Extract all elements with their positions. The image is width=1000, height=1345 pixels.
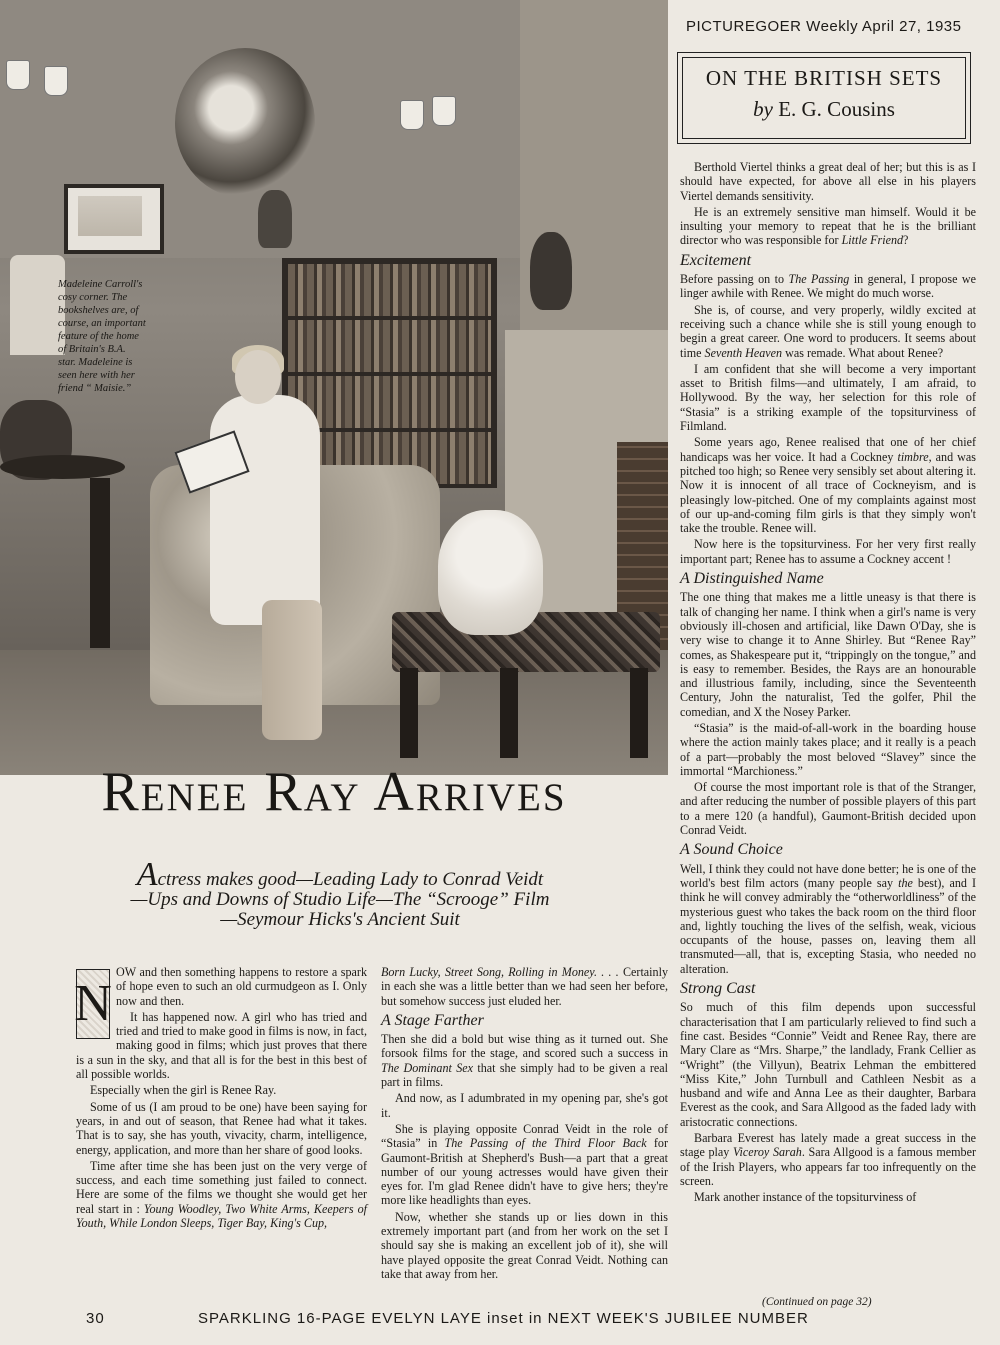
film-title: Seventh Heaven [704,345,783,360]
article-title: Renee Ray Arrives [101,761,567,823]
paragraph-text: Certainly in each she was a little better than we had seen her before, but somehow success just eluded her. [381,965,668,1008]
column-title: ON THE BRITISH SETS [705,66,943,90]
shelf-row [288,264,491,316]
paragraph-text: Then she did a bold but wise thing as it turned out. She forsook films for the stage, and scored such a success in [381,1032,668,1061]
article-subtitle [130,856,550,930]
shelf-row [288,376,491,428]
paragraph: “Stasia” is the maid-of-all-work in the boarding house where the action mainly takes place; and it really is a peach of a part—probably the most beloved “Slavey” since the immortal “Marchioness.” [680,720,976,778]
byline-author: E. G. Cousins [778,97,895,121]
subtitle-dropcap: A [136,856,158,893]
caption-line: star. Madeleine is [58,357,133,368]
film-title: Little Friend [841,233,904,248]
paragraph-text: OW and then something happens to restore a spark of hope even to such an old curmudgeon as I. Only now and then. [116,965,367,1008]
caption-line: cosy corner. The [58,292,128,303]
paragraph-text: in general, I propose we linger awhile with Renee. We might do much worse. [680,272,977,301]
woman-figure [210,395,320,625]
side-table [0,455,125,479]
paragraph [680,1131,976,1188]
framed-photograph [64,184,164,254]
paragraph: Now here is the topsiturviness. For her very first really important part; Renee has to assume a Cockney accent ! [680,537,976,566]
paragraph [680,862,976,976]
paragraph-text: was remade. What about Renee? [785,345,944,360]
film-titles: Born Lucky, Street Song, Rolling in Money. . . . [381,965,619,979]
paragraph: I am confident that she will become a very important asset to British films—and ultimately, I am afraid, to Hollywood. By the way, her selection for this role of “Stasia” is a striking example of the topsiturviness of Filmland. [680,361,976,434]
section-heading: A Sound Choice [680,841,783,859]
dropcap-n: N [76,969,110,1039]
section-heading: Strong Cast [680,980,756,998]
film-title: The Passing [788,272,850,287]
paragraph-text: Well, I think they could not have done better; he is one of the world's best film actors (many people say [680,861,976,890]
paragraph-text: that she simply had to be given a real part in films. [381,1060,668,1090]
woman-head [235,350,281,404]
section-heading: A Stage Farther [381,1011,484,1029]
vase [258,190,292,248]
paragraph [680,205,976,248]
photo-caption [58,278,183,395]
emphasis: the [898,875,913,890]
paragraph: Now, whether she stands up or lies down in this extremely important part (and from her work on the set I should say she is making an excellent job of it), she will have played opposite the great Conrad Veidt. Nothing can take that away from her. [381,1209,668,1281]
article-column-3 [680,160,976,1206]
caption-line: feature of the home [58,331,139,342]
emphasis: timbre [897,449,929,464]
bench-leg [400,668,418,758]
column-byline [683,97,965,122]
paragraph: Some of us (I am proud to be one) have been saying for years, in and out of season, that Renee had what it takes. That is to say, she has youth, vivacity, charm, intelligence, energy, application, and more than her share of good looks. [76,1099,367,1157]
paragraph: It has happened now. A girl who has tried and tried and tried to make good in films is now, in fact, making good in films; which just proves that there is a sun in the sky, and that all is for the best in this best of all possible worlds. [76,1009,367,1082]
urn [530,232,572,310]
paragraph: Berthold Viertel thinks a great deal of her; but this is as I should have expected, for above all else in his players Viertel demands sensitivity. [680,160,976,203]
caption-line: course, an important [58,318,146,329]
wall-sconce [44,66,68,96]
paragraph: And now, as I adumbrated in my opening par, she's got it. [381,1091,668,1120]
paragraph [680,272,976,301]
flower-arrangement [175,48,315,198]
paragraph-text: , and was pitched too high; so Renee very sensibly set about altering it. Now it is innocent of all trace of Cockneyism, and is pleasingly low-pitched. One of my complaints against most of our up-and-coming film girls is that they simply won't take the trouble. Renee will. [680,449,976,536]
bench-leg [500,668,518,758]
wall-sconce [432,96,456,126]
paragraph-text: for Gaumont-British at Shepherd's Bush—a part that a great number of our young actresses would have given their eyes for. I'm glad Renee didn't have to give hers; they're more like headlights than eyes. [381,1136,668,1208]
page-number: 30 [86,1310,105,1327]
paragraph-text: best), and I think he will convey admirably the “otherworldliness” of the mysterious guest who takes the back room on the third floor and, lightly touching the lives of the selfish, weak, vicious occupants of the house, passes on, leaving them all transmuted—all, that is, excepting Stasia, who needed no alteration. [680,875,976,976]
paragraph: Of course the most important role is that of the Stranger, and after reducing the number of possible players of this part to a mere 120 (a handful), Gaumont-British decided upon Conrad Veidt. [680,780,976,838]
article-column-1 [76,965,367,1232]
paragraph-text: Some years ago, Renee realised that one of her chief handicaps was her voice. It had a Cockney [680,435,976,464]
section-heading: Excitement [680,251,752,269]
bench-leg [630,668,648,758]
subtitle-text: ctress makes good—Leading Lady to Conrad Veidt—Ups and Downs of Studio Life—The “Scrooge” Film—Seymour Hicks's Ancient Suit [130,869,550,930]
caption-line: bookshelves are, of [58,305,139,316]
section-heading: A Distinguished Name [680,570,824,588]
running-head: PICTUREGOER Weekly April 27, 1935 [686,18,962,35]
play-title: The Dominant Sex [381,1060,473,1075]
film-titles: Young Woodley, Two White Arms, Keepers of Youth, While London Sleeps, Tiger Bay, King's Cup, [76,1201,367,1231]
paragraph [74,965,367,1032]
paragraph: So much of this film depends upon successful characterisation that I am particularly relieved to find such a fine cast. Besides “Connie” Veidt and Renee Ray, there are Mary Clare as “Mrs. Sharpe,” the landlady, Frank Cellier as “Wright” (the Villyun), Beatrix Lehman the embittered “Miss Kite,” John Turnbull and Cathleen Nesbit as a husband and wife and Anna Lee as their daughter, Barbara Everest as the cook, and Sara Allgood as the faded lady with aristocratic connections. [680,1000,976,1129]
shelf-row [288,320,491,372]
side-table-leg [90,478,110,648]
paragraph [680,435,976,535]
woman-legs [262,600,322,740]
paragraph [680,303,976,360]
paragraph: Especially when the girl is Renee Ray. [90,1083,277,1098]
article-column-2 [381,965,668,1283]
paragraph [381,965,668,1008]
lamp-shade [10,255,65,355]
film-title: The Passing of the Third Floor Back [444,1136,647,1151]
dog [438,510,543,635]
wall-sconce [400,100,424,130]
caption-line: Madeleine Carroll's [58,279,143,290]
paragraph-text: He is an extremely sensitive man himself. Would it be insulting your memory to repeat that he is the brilliant director who was responsible for [680,204,976,248]
paragraph-text: She is, of course, and very properly, wildly excited at receiving such a chance while she is still young enough to begin a great career. One word to producers. It seems about time [680,302,976,360]
paragraph: The one thing that makes me a little uneasy is that there is talk of changing her name. I think when a girl's name is very obviously ill-chosen and artificial, like Dawn O'Day, she is very wise to change it to Anne Shirley. But “Renee Ray” comes, as Shakespeare put it, “trippingly on the tongue,” and is easy to remember. Besides, the Rays are an honourable and illustrious family, including, since the Seventeenth Century, John the naturalist, Ted the golfer, Phil the comedian, and X the Nosey Parker. [680,590,976,719]
paragraph-text: Barbara Everest has lately made a great success in the stage play [680,1131,976,1160]
paragraph-text: Before passing on to [680,272,785,287]
paragraph-text: ? [903,233,909,248]
paragraph [381,1032,668,1089]
paragraph: Mark another instance of the topsiturviness of [694,1190,917,1205]
paragraph-text: She is playing opposite Conrad Veidt in the role of “Stasia” in [381,1121,668,1151]
promo-line: SPARKLING 16-PAGE EVELYN LAYE inset in NEXT WEEK'S JUBILEE NUMBER [198,1310,809,1327]
caption-line: friend “ Maisie.” [58,383,132,394]
continued-note: (Continued on page 32) [762,1296,872,1308]
column-heading-box [677,52,971,144]
framed-photograph-image [78,196,142,236]
caption-line: of Britain's B.A. [58,344,126,355]
photograph [0,0,668,775]
byline-by: by [753,97,773,121]
paragraph-text: Time after time she has been just on the very verge of success, and each time something just failed to connect. Here are some of the films we thought she would get her real start in : [76,1158,367,1216]
wall-sconce [6,60,30,90]
column-heading-inner [682,57,966,139]
paragraph [381,1122,668,1208]
paragraph-text: . Sara Allgood is a famous member of the Irish Players, who appears far too infrequently on the screen. [680,1145,976,1188]
play-title: Viceroy Sarah [733,1145,802,1160]
caption-line: seen here with her [58,370,135,381]
paragraph [76,1159,367,1230]
